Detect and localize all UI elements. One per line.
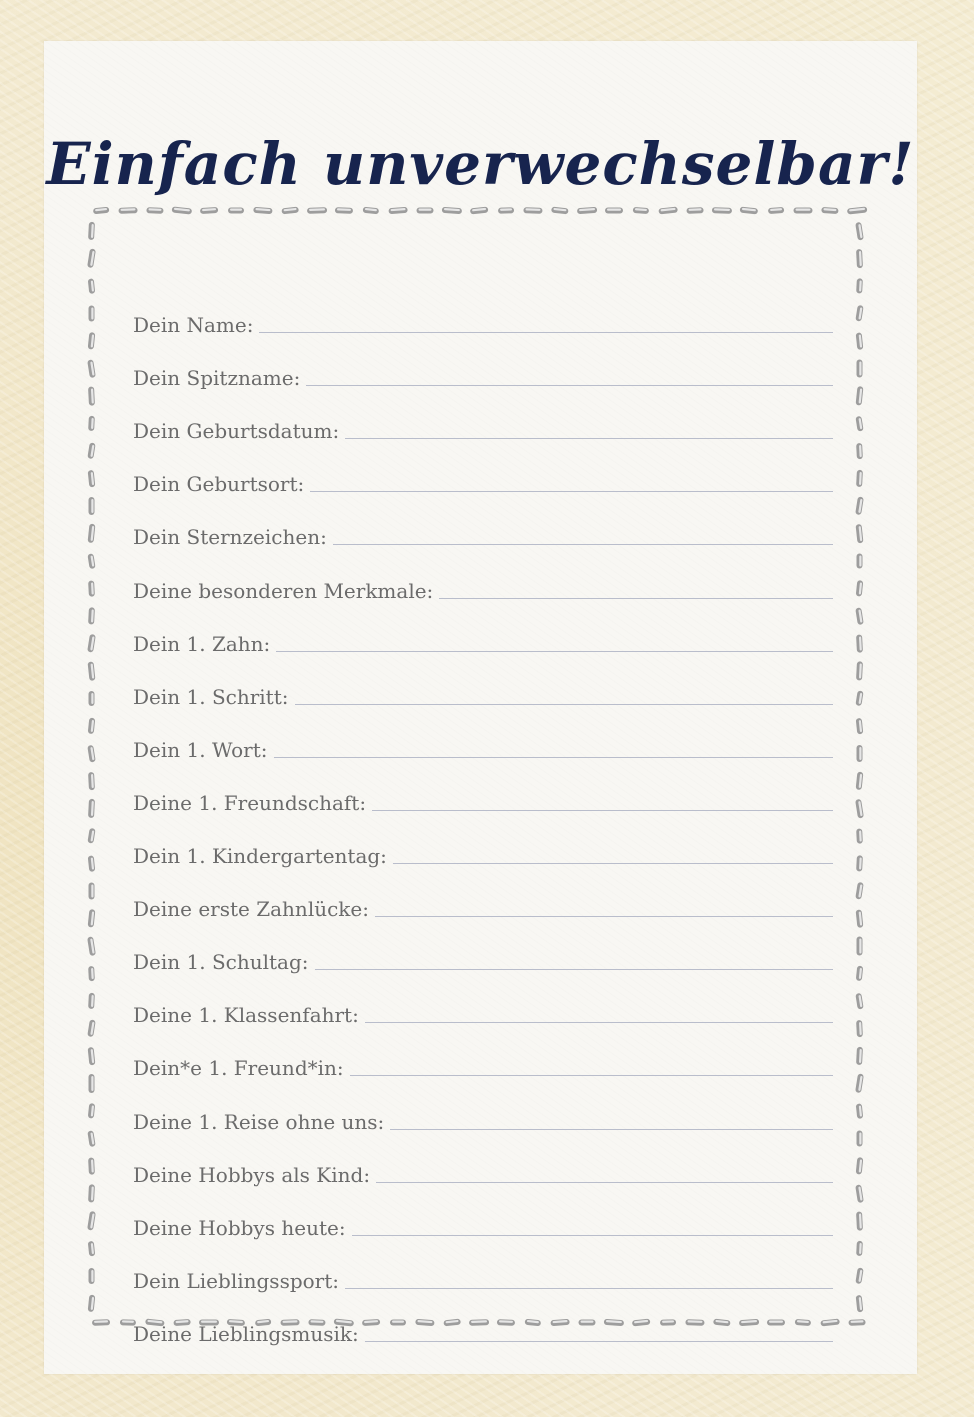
stitch-mark (118, 207, 137, 214)
stitch-mark (335, 207, 353, 214)
stitch-mark (146, 207, 163, 214)
stitch-mark (848, 1319, 865, 1326)
stitch-mark (88, 1157, 95, 1174)
stitch-mark (857, 554, 863, 569)
stitch-mark (855, 993, 863, 1010)
stitch-mark (856, 718, 864, 735)
stitch-mark (498, 207, 514, 214)
stitch-mark (88, 386, 95, 405)
stitch-mark (856, 855, 863, 871)
stitch-mark (89, 883, 95, 900)
stitch-mark (855, 1267, 863, 1284)
stitch-mark (605, 208, 623, 214)
field-first-school-day (133, 922, 833, 975)
stitch-mark (87, 442, 95, 459)
stitch-mark (87, 634, 96, 653)
field-write-line[interactable] (375, 894, 833, 917)
stitch-mark (307, 207, 327, 214)
field-label: Dein Name: (133, 313, 254, 338)
stitch-mark (88, 799, 95, 818)
stitch-mark (855, 882, 864, 900)
stitch-mark (88, 1241, 96, 1257)
field-first-word (133, 710, 833, 763)
stitch-mark (856, 909, 864, 928)
field-first-class-trip (133, 975, 833, 1028)
stitch-mark (856, 1241, 863, 1256)
field-label: Dein 1. Schultag: (133, 950, 309, 975)
field-write-line[interactable] (376, 1160, 833, 1183)
stitch-mark (856, 386, 864, 406)
field-label: Dein Lieblingssport: (133, 1268, 340, 1293)
field-label: Dein Geburtsdatum: (133, 419, 340, 444)
stitch-mark (87, 1019, 96, 1037)
field-label: Deine 1. Reise ohne uns: (133, 1109, 385, 1134)
stitch-mark (856, 1157, 864, 1175)
stitch-mark (856, 278, 863, 293)
field-first-friendship (133, 763, 833, 816)
stitch-mark (93, 207, 110, 215)
stitch-mark (88, 278, 96, 294)
field-favorite-music (133, 1294, 833, 1347)
field-write-line[interactable] (390, 1107, 833, 1130)
field-label: Deine Hobbys heute: (133, 1215, 346, 1240)
stitch-mark (88, 332, 96, 350)
field-label: Deine Hobbys als Kind: (133, 1162, 371, 1187)
stitch-mark (856, 1211, 863, 1230)
stitch-mark (856, 470, 863, 487)
stitch-mark (856, 772, 864, 791)
stitch-mark (855, 416, 863, 432)
stitch-mark (87, 745, 96, 763)
stitch-mark (856, 1103, 864, 1119)
stitch-mark (88, 1047, 96, 1066)
field-first-step (133, 657, 833, 710)
stitch-mark (172, 206, 193, 214)
field-write-line[interactable] (372, 788, 833, 811)
page-title: Einfach unverwechselbar! (46, 130, 915, 198)
stitch-mark (281, 207, 299, 215)
field-write-line[interactable] (315, 947, 833, 970)
stitch-mark (89, 306, 95, 322)
stitch-mark (551, 207, 569, 215)
stitch-mark (855, 222, 864, 241)
stitch-mark (87, 1211, 96, 1231)
field-favorite-sport (133, 1241, 833, 1294)
field-write-line[interactable] (352, 1213, 833, 1236)
stitch-mark (88, 1295, 96, 1313)
stitch-mark (856, 580, 864, 597)
stitch-mark (88, 416, 95, 431)
field-label: Dein 1. Zahn: (133, 631, 271, 656)
stitch-mark (633, 207, 649, 214)
field-label: Deine Lieblingsmusik: (133, 1321, 359, 1346)
field-label: Dein*e 1. Freund*in: (133, 1056, 344, 1081)
stitch-mark (88, 607, 95, 624)
field-label: Dein Sternzeichen: (133, 525, 327, 550)
stitch-mark (856, 634, 863, 652)
stitch-mark (88, 909, 96, 928)
stitch-mark (857, 1131, 863, 1147)
field-first-kindergarten-day (133, 816, 833, 869)
stitch-mark (88, 661, 96, 681)
field-first-tooth-gap (133, 869, 833, 922)
stitch-mark (856, 332, 864, 350)
stitch-mark (89, 1268, 95, 1284)
stitch-mark (253, 207, 272, 214)
stitch-mark (87, 936, 96, 956)
field-label: Deine 1. Klassenfahrt: (133, 1003, 359, 1028)
field-write-line[interactable] (393, 841, 833, 864)
field-first-trip-alone (133, 1081, 833, 1134)
stitch-mark (470, 207, 489, 215)
stitch-mark (740, 207, 759, 215)
stitch-mark (856, 828, 863, 843)
stitch-mark (856, 443, 863, 459)
field-write-line[interactable] (295, 682, 834, 705)
stitch-mark (88, 993, 95, 1009)
field-hobbies-child (133, 1135, 833, 1188)
stitch-mark (855, 1184, 864, 1203)
stitch-mark (857, 745, 863, 762)
field-birthdate (133, 391, 833, 444)
field-label: Deine besonderen Merkmale: (133, 578, 434, 603)
field-label: Dein 1. Kindergartentag: (133, 844, 387, 869)
stitch-mark (856, 1047, 863, 1065)
stitch-mark (821, 207, 838, 214)
field-write-line[interactable] (345, 416, 833, 439)
field-write-line[interactable] (274, 735, 833, 758)
field-nickname (133, 338, 833, 391)
stitch-mark (855, 1073, 864, 1093)
stitch-mark (89, 691, 95, 706)
field-write-line[interactable] (345, 1266, 833, 1289)
field-write-line[interactable] (276, 629, 833, 652)
stitch-mark (228, 208, 244, 214)
stitch-mark (856, 661, 863, 680)
stitch-mark (88, 1184, 95, 1202)
stitch-mark (88, 966, 95, 981)
field-write-line[interactable] (350, 1053, 833, 1076)
stitch-mark (768, 207, 784, 214)
stitch-mark (87, 828, 95, 844)
field-label: Deine erste Zahnlücke: (133, 897, 369, 922)
stitch-mark (417, 208, 434, 214)
stitch-mark (856, 524, 864, 544)
stitch-mark (577, 207, 597, 214)
field-label: Dein 1. Schritt: (133, 684, 289, 709)
field-write-line[interactable] (259, 310, 833, 333)
stitch-mark (88, 1103, 96, 1119)
stitch-mark (442, 207, 462, 214)
stitch-mark (855, 607, 864, 625)
stitch-mark (89, 497, 95, 515)
stitch-mark (855, 496, 864, 515)
stitch-mark (88, 580, 95, 596)
field-write-line[interactable] (333, 522, 833, 545)
field-features (133, 550, 833, 603)
field-first-friend (133, 1028, 833, 1081)
field-write-line[interactable] (365, 1319, 833, 1342)
stitch-mark (88, 222, 95, 240)
stitch-mark (363, 207, 380, 215)
stitch-mark (855, 305, 863, 322)
stitch-mark (847, 206, 868, 214)
stitch-mark (92, 1319, 110, 1326)
stitch-mark (794, 208, 813, 214)
field-write-line[interactable] (365, 1000, 833, 1023)
stitch-mark (87, 1130, 95, 1147)
stitch-mark (856, 1020, 863, 1037)
stitch-mark (712, 207, 732, 214)
keepsake-card (44, 41, 917, 1374)
field-label: Dein 1. Wort: (133, 737, 268, 762)
stitch-mark (88, 470, 96, 488)
stitch-mark (88, 718, 96, 735)
stitch-mark (855, 690, 863, 706)
stitch-mark (87, 553, 95, 569)
stitch-mark (856, 1295, 864, 1313)
field-name (133, 285, 833, 338)
form-fields-list (133, 285, 833, 1347)
stitch-mark (857, 937, 863, 956)
field-zodiac (133, 497, 833, 550)
field-write-line[interactable] (439, 576, 833, 599)
field-write-line[interactable] (310, 469, 833, 492)
field-label: Dein Spitzname: (133, 366, 301, 391)
stitch-mark (388, 207, 407, 214)
stitch-mark (855, 799, 864, 819)
stitch-mark (88, 772, 95, 790)
stitch-mark (857, 360, 863, 378)
field-label: Dein Geburtsort: (133, 472, 305, 497)
field-label: Deine 1. Freundschaft: (133, 790, 367, 815)
stitch-mark (87, 248, 96, 268)
stitch-mark (87, 359, 96, 378)
field-hobbies-today (133, 1188, 833, 1241)
stitch-mark (686, 207, 703, 214)
field-write-line[interactable] (306, 363, 833, 386)
stitch-mark (88, 855, 96, 872)
field-birthplace (133, 444, 833, 497)
stitch-mark (89, 1074, 95, 1093)
stitch-mark (523, 207, 542, 214)
stitch-mark (200, 207, 218, 214)
stitch-mark (856, 966, 864, 982)
stitch-mark (88, 524, 96, 544)
field-first-tooth (133, 604, 833, 657)
stitch-mark (658, 207, 678, 215)
stitch-mark (856, 249, 863, 268)
